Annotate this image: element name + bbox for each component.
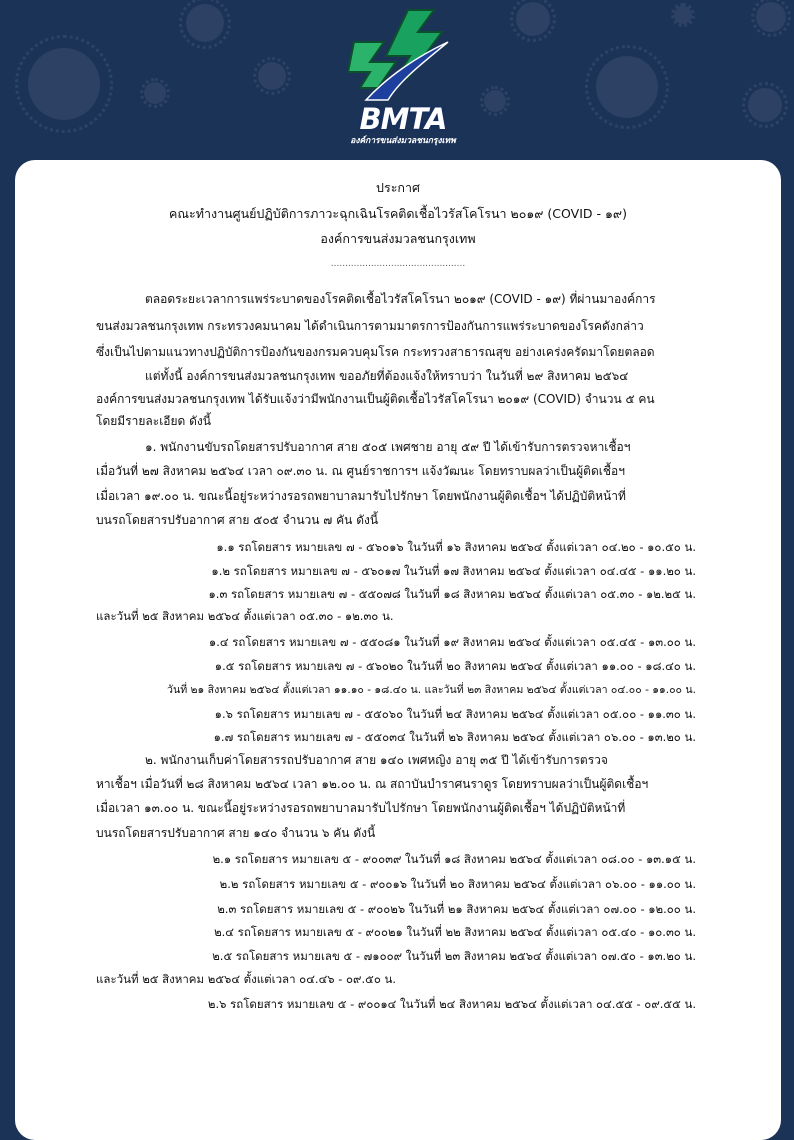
case1-line: บนรถโดยสารปรับอากาศ สาย ๕๐๕ จำนวน ๗ คัน ดังนี้ xyxy=(96,513,379,527)
virus-decoration xyxy=(28,48,100,120)
case1-line: ๑. พนักงานขับรถโดยสารปรับอากาศ สาย ๕๐๕ เพศชาย อายุ ๕๙ ปี ได้เข้ารับการตรวจหาเชื้อฯ xyxy=(145,440,631,454)
case1-line: เมื่อเวลา ๑๙.๐๐ น. ขณะนี้อยู่ระหว่างรอรถพยาบาลมารับไปรักษา โดยพนักงานผู้ติดเชื้อฯ ได้ปฏิบัติหน้าที่ xyxy=(96,489,626,503)
case1-bus-continuation: วันที่ ๒๑ สิงหาคม ๒๕๖๔ ตั้งแต่เวลา ๑๑.๑๐ - ๑๘.๔๐ น. และวันที่ ๒๓ สิงหาคม ๒๕๖๔ ตั้งแต่เวลา ๐๔.๐๐ - ๑๑.๐๐ น. xyxy=(167,684,696,696)
organization-name: องค์การขนส่งมวลชนกรุงเทพ xyxy=(320,231,476,246)
intro-line: ขนส่งมวลชนกรุงเทพ กระทรวงคมนาคม ได้ดำเนินการตามมาตรการป้องกันการแพร่ระบาดของโรคดังกล่าว xyxy=(96,319,644,333)
virus-decoration xyxy=(674,6,692,24)
case1-line: เมื่อวันที่ ๒๗ สิงหาคม ๒๕๖๔ เวลา ๐๙.๓๐ น. ณ ศูนย์ราชการฯ แจ้งวัฒนะ โดยทราบผลว่าเป็นผู้ติดเชื้อฯ xyxy=(96,464,625,478)
intro-line: ตลอดระยะเวลาการแพร่ระบาดของโรคติดเชื้อไวรัสโคโรนา ๒๐๑๙ (COVID - ๑๙) ที่ผ่านมาองค์การ xyxy=(145,292,656,306)
header-rule: ............................................... xyxy=(330,259,466,269)
bmta-logo xyxy=(348,6,458,146)
case2-bus-item: ๒.๖ รถโดยสาร หมายเลข ๕ - ๙๐๐๑๔ ในวันที่ ๒๔ สิงหาคม ๒๕๖๔ ตั้งแต่เวลา ๐๔.๕๕ - ๐๙.๕๕ น. xyxy=(207,997,696,1011)
intro-line: ซึ่งเป็นไปตามแนวทางปฏิบัติการป้องกันของกรมควบคุมโรค กระทรวงสาธารณสุข อย่างเคร่งครัดมาโดยตลอด xyxy=(96,345,655,359)
case2-line: เมื่อเวลา ๑๓.๐๐ น. ขณะนี้อยู่ระหว่างรอรถพยาบาลมารับไปรักษา โดยพนักงานผู้ติดเชื้อฯ ได้ปฏิบัติหน้าที่ xyxy=(96,801,626,815)
virus-decoration xyxy=(484,90,506,112)
logo-subtitle: องค์การขนส่งมวลชนกรุงเทพ xyxy=(350,136,456,146)
logo-wordmark: BMTA xyxy=(359,102,447,136)
case1-bus-item: ๑.๓ รถโดยสาร หมายเลข ๗ - ๕๕๐๗๘ ในวันที่ ๑๘ สิงหาคม ๒๕๖๔ ตั้งแต่เวลา ๐๕.๓๐ - ๑๒.๒๕ น. xyxy=(208,587,696,601)
virus-decoration xyxy=(748,88,782,122)
case2-bus-continuation: และวันที่ ๒๕ สิงหาคม ๒๕๖๔ ตั้งแต่เวลา ๐๔.๔๖ - ๐๙.๕๐ น. xyxy=(96,972,397,986)
case2-bus-item: ๒.๓ รถโดยสาร หมายเลข ๕ - ๙๐๐๒๖ ในวันที่ ๒๑ สิงหาคม ๒๕๖๔ ตั้งแต่เวลา ๐๗.๐๐ - ๑๒.๐๐ น. xyxy=(217,902,696,916)
committee-title: คณะทำงานศูนย์ปฏิบัติการภาวะฉุกเฉินโรคติดเชื้อไวรัสโคโรนา ๒๐๑๙ (COVID - ๑๙) xyxy=(169,206,627,221)
virus-decoration xyxy=(144,82,166,104)
case2-line: หาเชื้อฯ เมื่อวันที่ ๒๘ สิงหาคม ๒๕๖๔ เวลา ๑๒.๐๐ น. ณ สถาบันบำราศนราดูร โดยทราบผลว่าเป็นผู้ติดเชื้อฯ xyxy=(96,777,649,791)
case2-line: บนรถโดยสารปรับอากาศ สาย ๑๔๐ จำนวน ๖ คัน ดังนี้ xyxy=(96,826,376,840)
case2-bus-item: ๒.๒ รถโดยสาร หมายเลข ๕ - ๙๐๐๑๖ ในวันที่ ๒๐ สิงหาคม ๒๕๖๔ ตั้งแต่เวลา ๐๖.๐๐ - ๑๑.๐๐ น. xyxy=(219,877,696,891)
case1-bus-item: ๑.๔ รถโดยสาร หมายเลข ๗ - ๕๕๐๘๑ ในวันที่ ๑๙ สิงหาคม ๒๕๖๔ ตั้งแต่เวลา ๐๕.๔๕ - ๑๓.๐๐ น. xyxy=(208,635,696,649)
virus-decoration xyxy=(258,62,286,90)
virus-decoration xyxy=(596,56,658,118)
announcement-card xyxy=(15,160,781,1140)
virus-decoration xyxy=(756,2,786,32)
case1-bus-item: ๑.๒ รถโดยสาร หมายเลข ๗ - ๕๖๐๑๗ ในวันที่ ๑๗ สิงหาคม ๒๕๖๔ ตั้งแต่เวลา ๐๔.๔๕ - ๑๑.๒๐ น. xyxy=(211,564,696,578)
virus-decoration xyxy=(186,4,224,42)
case2-line: ๒. พนักงานเก็บค่าโดยสารรถปรับอากาศ สาย ๑๔๐ เพศหญิง อายุ ๓๕ ปี ได้เข้ารับการตรวจ xyxy=(145,753,608,767)
virus-decoration xyxy=(516,2,550,36)
case1-bus-item: ๑.๗ รถโดยสาร หมายเลข ๗ - ๕๕๐๓๔ ในวันที่ ๒๖ สิงหาคม ๒๕๖๔ ตั้งแต่เวลา ๐๖.๐๐ - ๑๓.๒๐ น. xyxy=(213,730,696,744)
intro-line: องค์การขนส่งมวลชนกรุงเทพ ได้รับแจ้งว่ามีพนักงานเป็นผู้ติดเชื้อไวรัสโคโรนา ๒๐๑๙ (COVID) จำนวน ๕ คน xyxy=(96,392,655,406)
bmta-logo-mark xyxy=(348,6,458,106)
case2-bus-item: ๒.๔ รถโดยสาร หมายเลข ๕ - ๙๐๐๒๑ ในวันที่ ๒๒ สิงหาคม ๒๕๖๔ ตั้งแต่เวลา ๐๕.๔๐ - ๑๐.๓๐ น. xyxy=(214,925,696,939)
case1-bus-item: ๑.๕ รถโดยสาร หมายเลข ๗ - ๕๖๐๒๐ ในวันที่ ๒๐ สิงหาคม ๒๕๖๔ ตั้งแต่เวลา ๑๑.๐๐ - ๑๘.๔๐ น. xyxy=(214,659,696,673)
intro-line: แต่ทั้งนี้ องค์การขนส่งมวลชนกรุงเทพ ขออภัยที่ต้องแจ้งให้ทราบว่า ในวันที่ ๒๙ สิงหาคม ๒๕๖๔ xyxy=(145,369,629,383)
case1-bus-item: ๑.๖ รถโดยสาร หมายเลข ๗ - ๕๕๐๖๐ ในวันที่ ๒๔ สิงหาคม ๒๕๖๔ ตั้งแต่เวลา ๐๕.๐๐ - ๑๑.๓๐ น. xyxy=(214,707,696,721)
announcement-heading: ประกาศ xyxy=(376,180,420,195)
case2-bus-item: ๒.๑ รถโดยสาร หมายเลข ๕ - ๙๐๐๓๙ ในวันที่ ๑๘ สิงหาคม ๒๕๖๔ ตั้งแต่เวลา ๐๘.๐๐ - ๑๓.๑๕ น. xyxy=(212,852,696,866)
case1-bus-continuation: และวันที่ ๒๕ สิงหาคม ๒๕๖๔ ตั้งแต่เวลา ๐๕.๓๐ - ๑๒.๓๐ น. xyxy=(96,609,394,623)
case2-bus-item: ๒.๕ รถโดยสาร หมายเลข ๕ - ๗๑๐๐๙ ในวันที่ ๒๓ สิงหาคม ๒๕๖๔ ตั้งแต่เวลา ๐๗.๕๐ - ๑๓.๒๐ น. xyxy=(212,949,696,963)
case1-bus-item: ๑.๑ รถโดยสาร หมายเลข ๗ - ๕๖๐๑๖ ในวันที่ ๑๖ สิงหาคม ๒๕๖๔ ตั้งแต่เวลา ๐๔.๒๐ - ๑๐.๕๐ น. xyxy=(216,540,696,554)
intro-line: โดยมีรายละเอียด ดังนี้ xyxy=(96,414,211,428)
